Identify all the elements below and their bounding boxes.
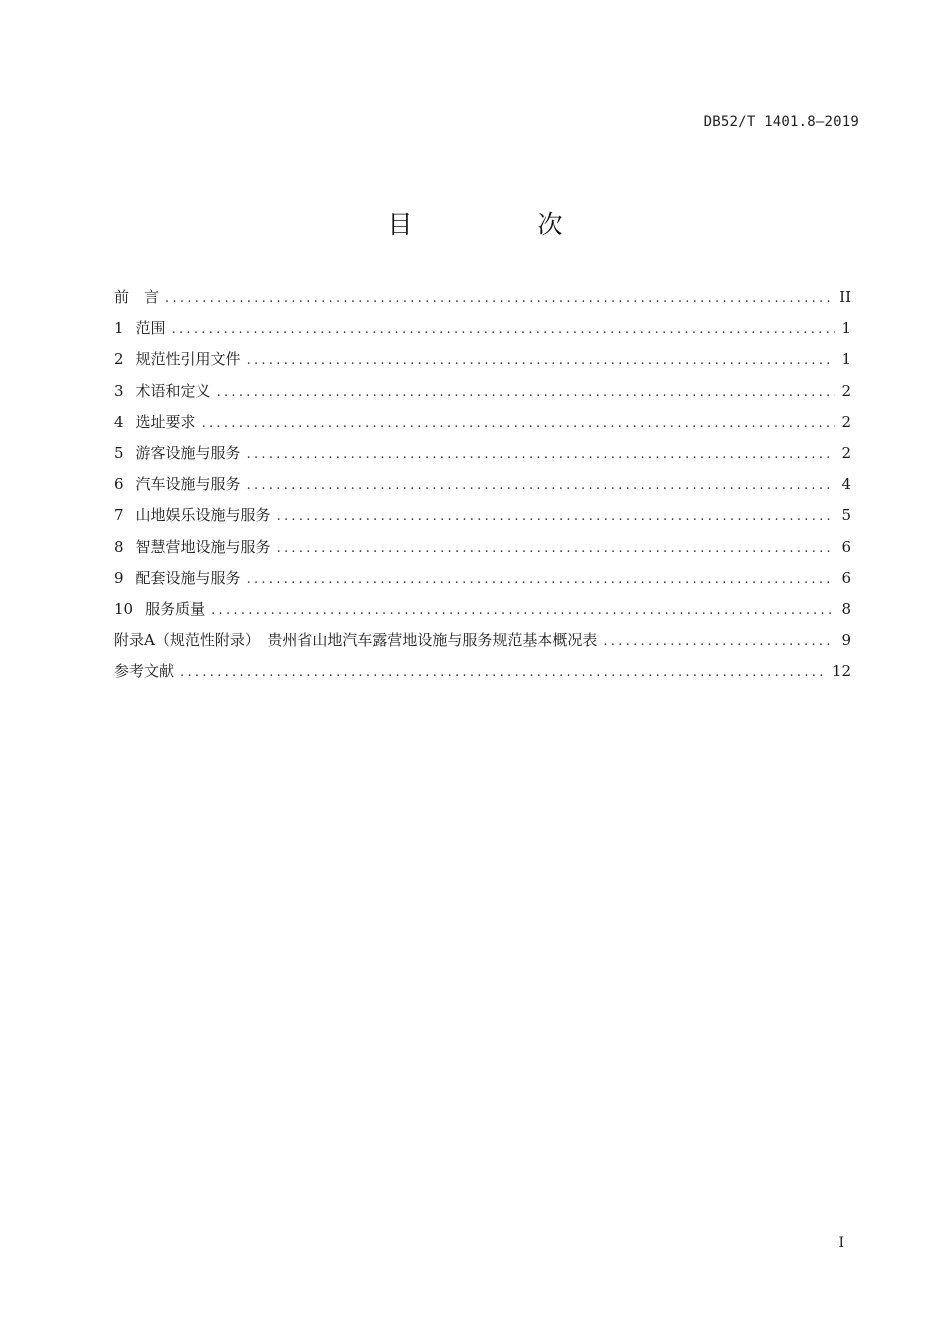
toc-entry[interactable] — [114, 379, 851, 410]
toc-entry-page: 1 — [841, 319, 851, 338]
toc-dot-leader — [277, 537, 836, 561]
toc-dot-leader — [247, 568, 836, 592]
toc-dot-leader — [247, 443, 836, 467]
toc-entry-label: 山地娱乐设施与服务 — [135, 506, 271, 525]
toc-entry-label: 选址要求 — [135, 412, 196, 431]
toc-entry-page: 8 — [841, 599, 851, 618]
toc-entry-page: II — [839, 288, 851, 306]
toc-entry[interactable] — [114, 628, 851, 659]
page-title: 目 次 — [387, 210, 613, 239]
toc-entry-number: 2 — [114, 350, 124, 369]
toc-entry-label: 游客设施与服务 — [135, 443, 241, 462]
toc-entry-page: 1 — [841, 350, 851, 369]
toc-entry-number: 5 — [114, 443, 124, 462]
toc-entry-page: 2 — [841, 443, 851, 462]
toc-entry-label: 参考文献 — [114, 662, 175, 681]
toc-entry-number: 3 — [114, 381, 124, 400]
toc-entry[interactable] — [114, 441, 851, 472]
toc-entry-page: 6 — [841, 537, 851, 556]
toc-dot-leader — [603, 630, 835, 654]
toc-entry-number: 4 — [114, 412, 124, 431]
standard-code: DB52/T 1401.8—2019 — [703, 114, 859, 130]
toc-entry-label: 范围 — [135, 319, 166, 338]
toc-entry-label: 配套设施与服务 — [135, 568, 241, 587]
toc-entry-label: 附录A（规范性附录） 贵州省山地汽车露营地设施与服务规范基本概况表 — [114, 631, 598, 650]
toc-dot-leader — [180, 661, 826, 685]
toc-dot-leader — [202, 412, 836, 436]
toc-entry-label: 智慧营地设施与服务 — [135, 537, 271, 556]
toc-dot-leader — [217, 381, 836, 405]
toc-entry[interactable] — [114, 472, 851, 503]
toc-entry-label: 术语和定义 — [135, 381, 211, 400]
toc-entry[interactable] — [114, 347, 851, 378]
toc-entry-label: 汽车设施与服务 — [135, 475, 241, 494]
toc-entry[interactable] — [114, 566, 851, 597]
toc-dot-leader — [172, 318, 836, 342]
toc-entry[interactable] — [114, 316, 851, 347]
toc-dot-leader — [277, 505, 836, 529]
toc-entry-number: 7 — [114, 506, 124, 525]
toc-entry-number: 10 — [114, 599, 134, 618]
toc-entry-page: 2 — [841, 412, 851, 431]
toc-entry-label: 规范性引用文件 — [135, 350, 241, 369]
toc-entry-page: 6 — [841, 568, 851, 587]
toc-entry-page: 2 — [841, 381, 851, 400]
toc-dot-leader — [247, 349, 836, 373]
toc-entry-number: 6 — [114, 475, 124, 494]
toc-entry[interactable] — [114, 503, 851, 534]
toc-entry-page: 5 — [841, 506, 851, 525]
toc-entry[interactable] — [114, 535, 851, 566]
toc-dot-leader — [247, 474, 836, 498]
toc-entry-label: 前 言 — [114, 288, 160, 306]
toc-entry[interactable] — [114, 659, 851, 690]
toc-entry-number: 9 — [114, 568, 124, 587]
toc-entry-number: 8 — [114, 537, 124, 556]
toc-entry[interactable] — [114, 597, 851, 628]
page-number: I — [838, 1235, 844, 1251]
toc-entry-label: 服务质量 — [145, 599, 206, 618]
toc-entry-page: 9 — [841, 631, 851, 650]
toc-entry[interactable] — [114, 410, 851, 441]
toc-entry[interactable] — [114, 285, 851, 316]
toc-dot-leader — [165, 287, 833, 311]
table-of-contents — [114, 285, 851, 690]
toc-entry-page: 12 — [831, 662, 851, 681]
toc-dot-leader — [211, 599, 835, 623]
toc-entry-page: 4 — [841, 475, 851, 494]
toc-entry-number: 1 — [114, 319, 124, 338]
